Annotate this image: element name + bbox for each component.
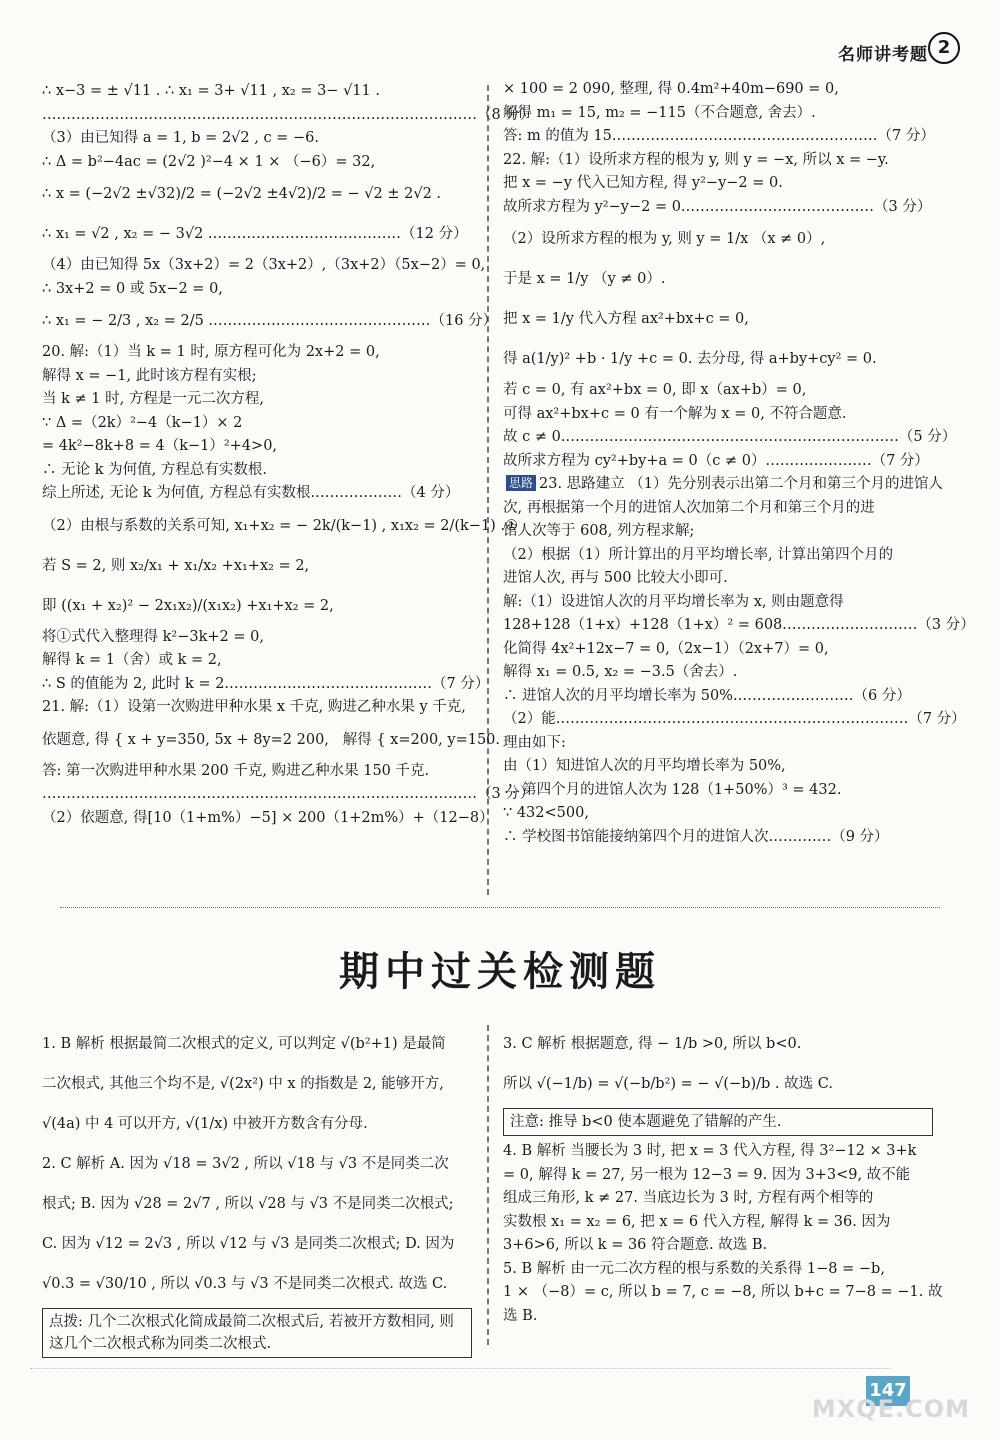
- text-line: ∴ 无论 k 为何值, 方程总有实数根.: [42, 461, 267, 478]
- attention-box: 注意: 推导 b<0 使本题避免了错解的产生.: [503, 1108, 933, 1136]
- text-line: 1. B 解析 根据最简二次根式的定义, 可以判定 √(b²+1) 是最简: [42, 1036, 446, 1052]
- tip-box: 点拨: 几个二次根式化简成最简二次根式后, 若被开方数相同, 则这几个二次根式称为同类二次根式.: [42, 1308, 472, 1358]
- text-line: （4）由已知得 5x（3x+2）= 2（3x+2）,（3x+2）（5x−2）= 0,: [42, 257, 486, 273]
- text-line: ∴ x−3 = ± √11 . ∴ x₁ = 3+ √11 , x₂ = 3− √11 .: [42, 83, 380, 99]
- text-line: × 100 = 2 090, 整理, 得 0.4m²+40m−690 = 0,: [503, 81, 839, 97]
- text-line: C. 因为 √12 = 2√3 , 所以 √12 与 √3 是同类二次根式; D. 因为: [42, 1236, 455, 1252]
- text-line: 故所求方程为 cy²+by+a = 0（c ≠ 0）.…………………（7 分）: [503, 452, 929, 469]
- text-line: 5. B 解析 由一元二次方程的根与系数的关系得 1−8 = −b,: [503, 1260, 885, 1277]
- text-line: ∵ 432<500,: [503, 805, 589, 821]
- text-line: ………………………………………………………………………………（8 分）: [42, 106, 535, 123]
- text-line: 21. 解:（1）设第一次购进甲种水果 x 千克, 购进乙种水果 y 千克,: [42, 699, 466, 715]
- text-line: ∴ 第四个月的进馆人次为 128（1+50%）³ = 432.: [503, 781, 842, 798]
- text-line: 当 k ≠ 1 时, 方程是一元二次方程,: [42, 391, 264, 407]
- text-line: 3. C 解析 根据题意, 得 − 1/b >0, 所以 b<0.: [503, 1036, 802, 1052]
- text-line: （2）依题意, 得[10（1+m%）−5] × 200（1+2m%）+（12−8）: [42, 809, 494, 826]
- text-line: （2）根据（1）所计算出的月平均增长率, 计算出第四个月的: [503, 546, 894, 563]
- page-number: 147: [866, 1376, 910, 1406]
- text-line: 若 c = 0, 有 ax²+bx = 0, 即 x（ax+b）= 0,: [503, 382, 807, 398]
- text-line: 解得 k = 1（舍）或 k = 2,: [42, 652, 222, 668]
- section-divider: [60, 907, 940, 908]
- text-line: 理由如下:: [503, 734, 566, 751]
- text-line: （2）能.………………………………………………………………（7 分）: [503, 711, 966, 727]
- text-line: ∵ Δ =（2k）²−4（k−1）× 2: [42, 414, 243, 431]
- text-line: 128+128（1+x）+128（1+x）² = 608.………………………（3 分）: [503, 617, 975, 633]
- text-line: 进馆人次, 再与 500 比较大小即可.: [503, 570, 728, 586]
- text-line: = 4k²−8k+8 = 4（k−1）²+4>0,: [42, 438, 278, 454]
- text-line: 3+6>6, 所以 k = 36 符合题意. 故选 B.: [503, 1237, 768, 1253]
- text-line: √(4a) 中 4 可以开方, √(1/x) 中被开方数含有分母.: [42, 1116, 368, 1132]
- text-line: ∴ 学校图书馆能接纳第四个月的进馆人次.…………（9 分）: [503, 828, 889, 845]
- text-line: ∴ 3x+2 = 0 或 5x−2 = 0,: [42, 280, 223, 297]
- watermark: MXQE.COM: [811, 1395, 970, 1423]
- text-line: （3）由已知得 a = 1, b = 2√2 , c = −6.: [42, 130, 319, 146]
- text-line: 将①式代入整理得 k²−3k+2 = 0,: [42, 628, 264, 645]
- section-title: 期中过关检测题: [339, 949, 661, 995]
- text-line: 可得 ax²+bx+c = 0 有一个解为 x = 0, 不符合题意.: [503, 405, 847, 422]
- text-line: 2. C 解析 A. 因为 √18 = 3√2 , 所以 √18 与 √3 不是同类二次: [42, 1156, 449, 1172]
- text-line: ∴ x₁ = √2 , x₂ = − 3√2 .…………………………………（12 分）: [42, 226, 468, 242]
- text-line: 根式; B. 因为 √28 = 2√7 , 所以 √28 与 √3 不是同类二次根式;: [42, 1196, 454, 1212]
- text-line: 选 B.: [503, 1307, 538, 1324]
- column-divider-lower: [487, 1025, 489, 1345]
- text-line: 组成三角形, k ≠ 27. 当底边长为 3 时, 方程有两个相等的: [503, 1190, 874, 1206]
- text-line: 20. 解:（1）当 k = 1 时, 原方程可化为 2x+2 = 0,: [42, 344, 380, 360]
- text-line: 由（1）知进馆人次的月平均增长率为 50%,: [503, 758, 786, 774]
- text-line: ∴ Δ = b²−4ac = (2√2 )²−4 × 1 × （−6）= 32,: [42, 153, 376, 170]
- text-line: 若 S = 2, 则 x₂/x₁ + x₁/x₂ +x₁+x₂ = 2,: [42, 557, 310, 574]
- thinking-badge: 思路: [506, 475, 536, 491]
- text-line: √0.3 = √30/10 , 所以 √0.3 与 √3 不是同类二次根式. 故选 C.: [42, 1276, 448, 1292]
- text-line: ………………………………………………………………………………（3 分）: [42, 786, 535, 802]
- text-line: 把 x = −y 代入已知方程, 得 y²−y−2 = 0.: [503, 175, 783, 191]
- solutions-column-left: [42, 1024, 472, 1362]
- text-line: 所以 √(−1/b) = √(−b/b²) = − √(−b)/b . 故选 C.: [503, 1076, 833, 1092]
- text-line: 综上所述, 无论 k 为何值, 方程总有实数根.………………（4 分）: [42, 485, 460, 501]
- text-line: 答: m 的值为 15.………………………………………………（7 分）: [503, 128, 935, 144]
- text-line: 把 x = 1/y 代入方程 ax²+bx+c = 0,: [503, 311, 749, 327]
- text-line: 23. 思路建立 （1）先分别表示出第二个月和第三个月的进馆人: [539, 476, 944, 492]
- text-line: 实数根 x₁ = x₂ = 6, 把 x = 6 代入方程, 解得 k = 36. 因为: [503, 1213, 891, 1230]
- text-line: 馆人次等于 608, 列方程求解;: [503, 523, 695, 539]
- text-line: 二次根式, 其他三个均不是, √(2x²) 中 x 的指数是 2, 能够开方,: [42, 1076, 444, 1092]
- solutions-column-right: [503, 1024, 943, 1328]
- text-line: 故 c ≠ 0.……………………………………………………………（5 分）: [503, 429, 957, 445]
- text-line: （2）设所求方程的根为 y, 则 y = 1/x （x ≠ 0）,: [503, 231, 826, 247]
- text-line: 即 ((x₁ + x₂)² − 2x₁x₂)/(x₁x₂) +x₁+x₂ = 2,: [42, 597, 334, 614]
- text-line: 答: 第一次购进甲种水果 200 千克, 购进乙种水果 150 千克.: [42, 762, 430, 779]
- text-line: 22. 解:（1）设所求方程的根为 y, 则 y = −x, 所以 x = −y.: [503, 151, 889, 168]
- text-line: 依题意, 得 { x + y=350, 5x + 8y=2 200, 解得 { x=200, y=150.: [42, 731, 501, 748]
- header-logo-icon: 2: [928, 32, 960, 64]
- text-line: 故所求方程为 y²−y−2 = 0.…………………………………（3 分）: [503, 198, 932, 215]
- text-line: ∴ S 的值能为 2, 此时 k = 2.……………………………………（7 分）: [42, 675, 490, 692]
- text-line: 1 × （−8）= c, 所以 b = 7, c = −8, 所以 b+c = 7−8 = −1. 故: [503, 1284, 943, 1300]
- text-line: 解得 x = −1, 此时该方程有实根;: [42, 367, 257, 384]
- text-line: 于是 x = 1/y （y ≠ 0）.: [503, 271, 666, 287]
- answer-column-right: [503, 78, 975, 849]
- column-divider: [487, 85, 489, 895]
- text-line: ∴ x₁ = − 2/3 , x₂ = 2/5 .………………………………………（16 分）: [42, 313, 498, 329]
- text-line: ∴ x = (−2√2 ±√32)/2 = (−2√2 ±4√2)/2 = − √2 ± 2√2 .: [42, 186, 442, 202]
- text-line: 解得 m₁ = 15, m₂ = −115（不合题意, 舍去）.: [503, 104, 816, 121]
- header-title: 名师讲考题: [838, 45, 928, 65]
- text-line: 解得 x₁ = 0.5, x₂ = −3.5（舍去）.: [503, 664, 738, 680]
- footer-divider: [30, 1368, 890, 1369]
- text-line: 解:（1）设进馆人次的月平均增长率为 x, 则由题意得: [503, 593, 844, 610]
- text-line: （2）由根与系数的关系可知, x₁+x₂ = − 2k/(k−1) , x₁x₂ = 2/(k−1) .①: [42, 517, 519, 534]
- text-line: = 0, 解得 k = 27, 另一根为 12−3 = 9. 因为 3+3<9, 故不能: [503, 1166, 911, 1183]
- text-line: ∴ 进馆人次的月平均增长率为 50%.……………………（6 分）: [503, 687, 911, 704]
- text-line: 化简得 4x²+12x−7 = 0,（2x−1）（2x+7）= 0,: [503, 640, 829, 657]
- text-line: 4. B 解析 当腰长为 3 时, 把 x = 3 代入方程, 得 3²−12 × 3+k: [503, 1143, 917, 1159]
- text-line: 次, 再根据第一个月的进馆人次加第二个月和第三个月的进: [503, 499, 875, 516]
- text-line: 得 a(1/y)² +b · 1/y +c = 0. 去分母, 得 a+by+cy² = 0.: [503, 351, 877, 367]
- thinking-line: [503, 473, 944, 497]
